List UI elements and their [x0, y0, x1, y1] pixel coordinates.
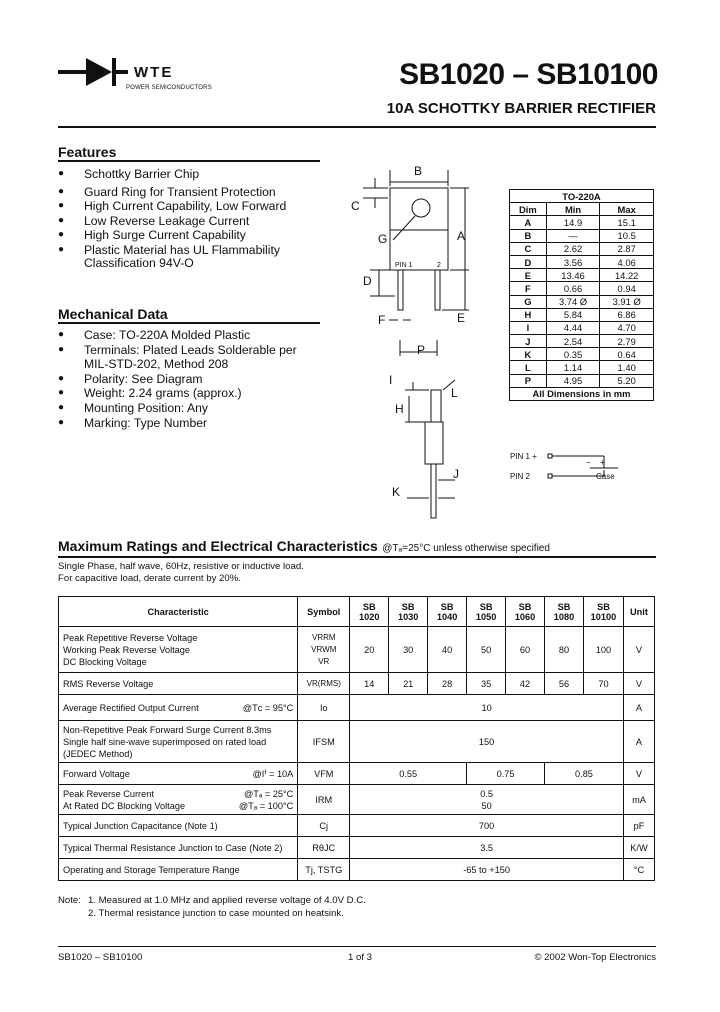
dim-label-h: H — [395, 402, 404, 416]
footer-left: SB1020 – SB10100 — [58, 952, 143, 963]
part-subtitle: 10A SCHOTTKY BARRIER RECTIFIER — [386, 100, 656, 117]
dim-table-footer: All Dimensions in mm — [510, 387, 654, 400]
pin2-label: PIN 2 — [510, 472, 531, 481]
row-junction-capacitance: Typical Junction Capacitance (Note 1) Cj 700 pF — [59, 815, 655, 837]
pin-diagram — [508, 448, 658, 488]
dim-row: G 3.74 Ø 3.91 Ø — [510, 295, 654, 308]
header-part: SB 1080 — [545, 597, 584, 627]
dim-label-l: L — [451, 386, 458, 400]
header-characteristic: Characteristic — [59, 597, 298, 627]
footer-copyright: © 2002 Won-Top Electronics — [534, 952, 656, 963]
dim-row: C 2.62 2.87 — [510, 242, 654, 255]
feature-item: ● Guard Ring for Transient Protection — [58, 185, 328, 200]
mechanical-continuation: MIL-STD-202, Method 208 — [84, 357, 229, 371]
dim-table-package: TO-220A — [510, 190, 654, 203]
dim-label-d: D — [363, 274, 372, 288]
dim-label-k: K — [392, 485, 401, 499]
header-unit: Unit — [623, 597, 654, 627]
feature-continuation: Classification 94V-O — [84, 256, 194, 270]
header-part: SB 1060 — [506, 597, 545, 627]
dim-row: H 5.84 6.86 — [510, 308, 654, 321]
row-rms: RMS Reverse Voltage VR(RMS) 14 21 28 35 42 56 70 V — [59, 673, 655, 695]
dim-header: Min — [546, 203, 600, 216]
mechanical-item: ● Case: TO-220A Molded Plastic — [58, 328, 328, 343]
mechanical-list — [58, 328, 328, 430]
row-temperature-range: Operating and Storage Temperature Range Tj, TSTG -65 to +150 °C — [59, 859, 655, 881]
row-forward-voltage: Forward Voltage @Iᶠ = 10A VFM 0.55 0.75 0.85 V — [59, 763, 655, 785]
pin-plus: + — [600, 458, 605, 467]
notes-label: Note: — [58, 895, 81, 906]
dim-label-b: B — [414, 164, 423, 178]
dim-row: K 0.35 0.64 — [510, 348, 654, 361]
feature-item: ● Low Reverse Leakage Current — [58, 214, 328, 229]
ratings-line1: Single Phase, half wave, 60Hz, resistive or inductive load. — [58, 561, 304, 572]
pin1-label: PIN 1 + — [510, 452, 537, 461]
mechanical-rule — [58, 322, 320, 324]
header-rule — [58, 126, 656, 128]
mechanical-title: Mechanical Data — [58, 306, 168, 322]
pin-minus: − — [586, 458, 591, 467]
footer-rule — [58, 946, 656, 947]
dim-row: P 4.95 5.20 — [510, 374, 654, 387]
feature-item: ● High Current Capability, Low Forward — [58, 199, 328, 214]
feature-item: ● High Surge Current Capability — [58, 228, 328, 243]
dim-row: D 3.56 4.06 — [510, 255, 654, 268]
row-surge-current: Non-Repetitive Peak Forward Surge Current 8.3ms Single half sine-wave superimposed on rated load (JEDEC Method) IFSM 150 A — [59, 721, 655, 763]
feature-item: ● Plastic Material has UL Flammability — [58, 243, 328, 258]
dim-row: I 4.44 4.70 — [510, 321, 654, 334]
dim-row: F 0.66 0.94 — [510, 282, 654, 295]
features-rule — [58, 160, 320, 162]
dim-label-c: C — [351, 199, 360, 213]
dim-row: A 14.9 15.1 — [510, 216, 654, 229]
logo-subtext: POWER SEMICONDUCTORS — [126, 85, 212, 91]
features-list — [58, 167, 328, 258]
ratings-title: Maximum Ratings and Electrical Characteristics — [58, 538, 378, 554]
ratings-rule — [58, 556, 656, 558]
dim-label-a: A — [457, 229, 466, 243]
row-thermal-resistance: Typical Thermal Resistance Junction to Case (Note 2) RθJC 3.5 K/W — [59, 837, 655, 859]
ratings-condition: @Tₐ=25°C unless otherwise specified — [382, 543, 550, 554]
mechanical-item: ● Mounting Position: Any — [58, 401, 328, 416]
row-average-current: Average Rectified Output Current @Tᴄ = 95°C Io 10 A — [59, 695, 655, 721]
note-1: 1. Measured at 1.0 MHz and applied reverse voltage of 4.0V D.C. — [88, 895, 366, 906]
mechanical-item: ● Marking: Type Number — [58, 416, 328, 431]
part-title: SB1020 – SB10100 — [399, 58, 658, 91]
ratings-heading — [58, 538, 550, 556]
drawing-pin1-label: PIN 1 — [395, 262, 413, 269]
ratings-line2: For capacitive load, derate current by 20%. — [58, 573, 241, 584]
header-symbol: Symbol — [298, 597, 350, 627]
header-part: SB 1050 — [467, 597, 506, 627]
dim-row: E 13.46 14.22 — [510, 269, 654, 282]
dim-row: J 2.54 2.79 — [510, 335, 654, 348]
dim-header: Max — [600, 203, 654, 216]
mechanical-item: ● Terminals: Plated Leads Solderable per — [58, 343, 328, 358]
dim-row: B — 10.5 — [510, 229, 654, 242]
mechanical-item: ● Polarity: See Diagram — [58, 372, 328, 387]
dim-row: L 1.14 1.40 — [510, 361, 654, 374]
ratings-table — [58, 596, 655, 881]
logo-text: WTE — [134, 64, 174, 81]
dim-label-j: J — [453, 467, 459, 481]
dim-label-f: F — [378, 313, 386, 327]
footer-page: 1 of 3 — [348, 952, 373, 963]
header-part: SB 1030 — [389, 597, 428, 627]
feature-item: ● Schottky Barrier Chip — [58, 167, 328, 182]
note-2: 2. Thermal resistance junction to case mounted on heatsink. — [88, 908, 344, 919]
dim-label-p: P — [417, 343, 426, 357]
header-part: SB 1040 — [428, 597, 467, 627]
dim-label-g: G — [378, 232, 388, 246]
dim-label-i: I — [389, 373, 393, 387]
dim-header: Dim — [510, 203, 547, 216]
header-part: SB 1020 — [350, 597, 389, 627]
row-reverse-current: @Tₐ = 25°C @Tₐ = 100°C Peak Reverse Current At Rated DC Blocking Voltage IRM 0.5 50 mA — [59, 785, 655, 815]
mechanical-item: ● Weight: 2.24 grams (approx.) — [58, 386, 328, 401]
row-peak-reverse: Peak Repetitive Reverse Voltage Working Peak Reverse Voltage DC Blocking Voltage VRRM VRWM VR 20 30 40 50 60 80 100 V — [59, 627, 655, 673]
package-drawing — [345, 160, 495, 520]
pin-case: Case — [596, 472, 615, 481]
dim-label-e: E — [457, 311, 466, 325]
drawing-pin2-label: 2 — [437, 262, 441, 269]
dimension-table — [509, 189, 654, 401]
header-part: SB 10100 — [583, 597, 623, 627]
features-title: Features — [58, 144, 117, 160]
